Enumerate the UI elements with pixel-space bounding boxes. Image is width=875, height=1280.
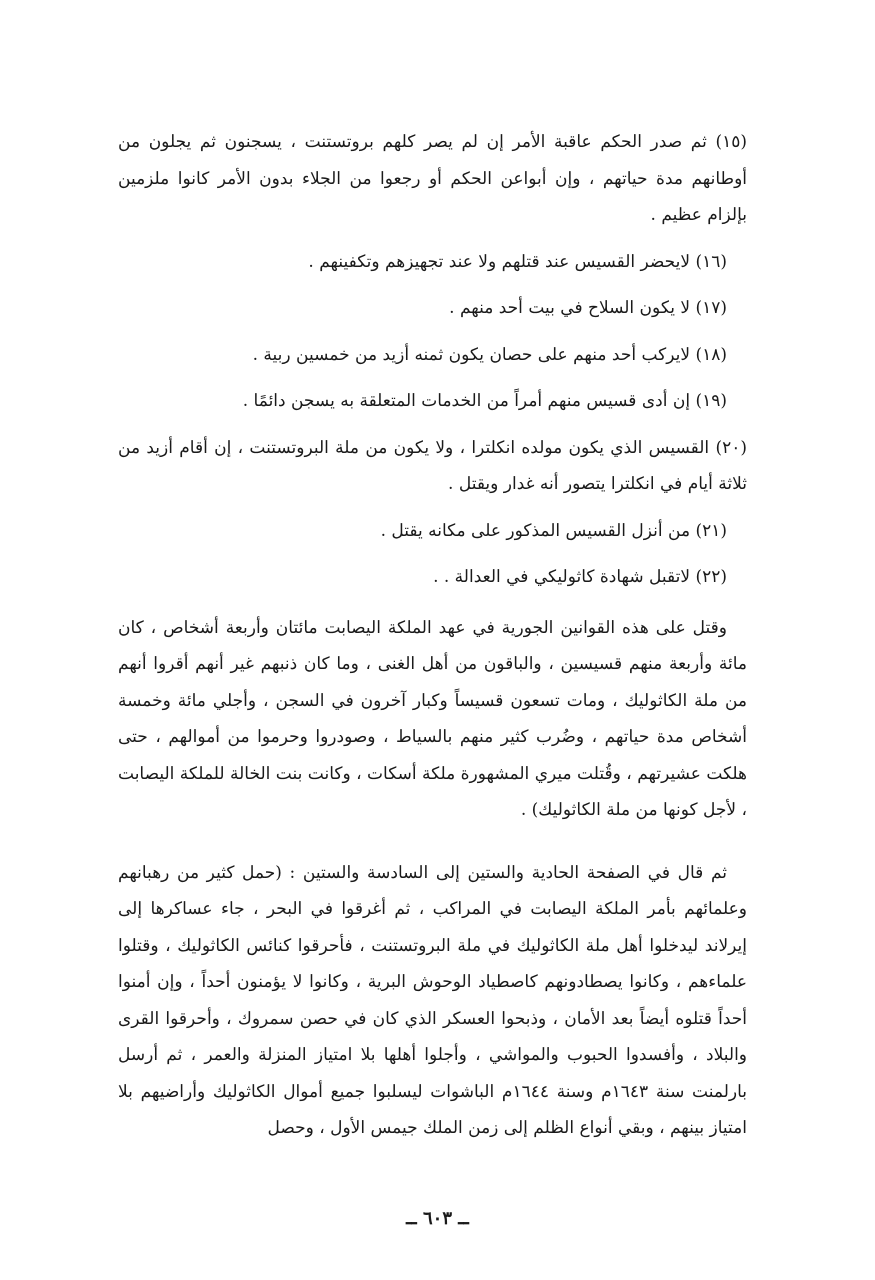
page-content (118, 124, 747, 1147)
list-item-21: (٢١) من أنزل القسيس المذكور على مكانه يقتل . (380, 520, 727, 541)
list-item-20: (٢٠) القسيس الذي يكون مولده انكلترا ، ولا يكون من ملة البروتستنت ، إن أقام أزيد من ثلاثة أيام في انكلترا يتصور أنه غدار ويقتل . (118, 437, 747, 494)
list-item-18: (١٨) لايركب أحد منهم على حصان يكون ثمنه أزيد من خمسين ربية . (252, 344, 727, 365)
list-item-15: (١٥) ثم صدر الحكم عاقبة الأمر إن لم يصر كلهم بروتستنت ، يسجنون ثم يجلون من أوطانهم مدة حياتهم ، وإن أبواعن الحكم أو رجعوا من الجلاء بدون الأمر كانوا ملزمين بإلزام عظيم . (118, 132, 747, 225)
page-number: ــ ٦٠٣ ــ (406, 1208, 469, 1229)
body-paragraph-executions: وقتل على هذه القوانين الجورية في عهد الملكة اليصابت مائتان وأربعة أشخاص ، كان مائة وأربعة منهم قسيسين ، والباقون من أهل الغنى ، وما كان ذنبهم غير أنهم أقروا أنهم من ملة الكاثوليك ، ومات تسعون قسيساً وكبار آخرون في السجن ، وأجلي مائة وخمسة أشخاص مدة حياتهم ، وضُرب كثير منهم بالسياط ، وصودروا وحرموا من أموالهم ، حتى هلكت عشيرتهم ، وقُتلت ميري المشهورة ملكة أسكات ، وكانت بنت الخالة للملكة اليصابت ، لأجل كونها من ملة الكاثوليك) . (118, 617, 747, 820)
list-item-19: (١٩) إن أدى قسيس منهم أمراً من الخدمات المتعلقة به يسجن دائمًا . (242, 391, 727, 411)
list-item-16: (١٦) لايحضر القسيس عند قتلهم ولا عند تجهيزهم وتكفينهم . (308, 251, 727, 272)
list-item-22: (٢٢) لاتقبل شهادة كاثوليكي في العدالة . . (433, 567, 727, 587)
body-paragraph-ireland: ثم قال في الصفحة الحادية والستين إلى السادسة والستين : (حمل كثير من رهبانهم وعلمائهم بأمر الملكة اليصابت في المراكب ، ثم أغرقوا في البحر ، جاء عساكرها إلى إيرلاند ليدخلوا أهل ملة الكاثوليك في ملة البروتستنت ، فأحرقوا كنائس الكاثوليك ، وقتلوا علماءهم ، وكانوا يصطادونهم كاصطياد الوحوش البرية ، وكانوا لا يؤمنون أحداً ، وإن أمنوا أحداً قتلوه أيضاً بعد الأمان ، وذبحوا العسكر الذي كان في حصن سمروك ، وأحرقوا القرى والبلاد ، وأفسدوا الحبوب والمواشي ، وأجلوا أهلها بلا امتياز المنزلة والعمر ، ثم أرسل بارلمنت سنة ١٦٤٣م وسنة ١٦٤٤م الباشوات ليسلبوا جميع أموال الكاثوليك وأراضيهم بلا امتياز بينهم ، وبقي أنواع الظلم إلى زمن الملك جيمس الأول ، وحصل (118, 862, 748, 1138)
list-item-17: (١٧) لا يكون السلاح في بيت أحد منهم . (449, 298, 727, 318)
